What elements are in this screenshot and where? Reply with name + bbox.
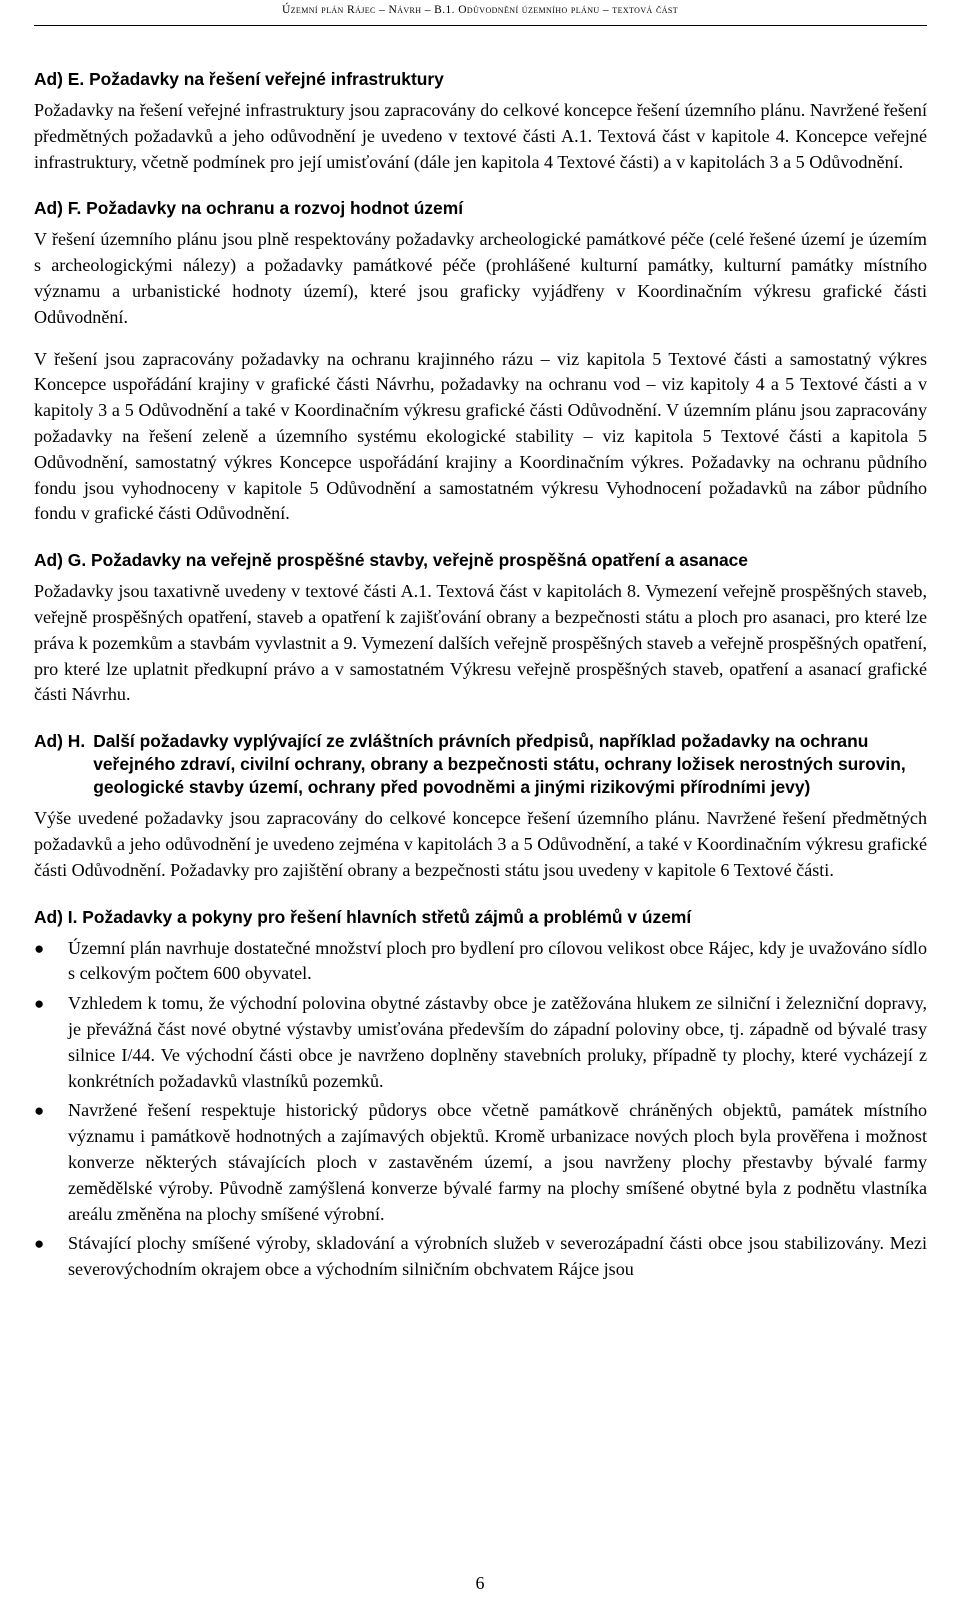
bullet-icon: ● [34,1234,45,1254]
section-e-heading: Ad) E. Požadavky na řešení veřejné infrastruktury [34,69,444,89]
list-item: ● Územní plán navrhuje dostatečné množství ploch pro bydlení pro cílovou velikost obce Rájec, kdy je uvažováno sídlo s celkovým počtem 600 obyvatel. [34,937,927,984]
section-i-bullet-list [34,936,927,1283]
section-h-heading [34,730,927,799]
section-f-paragraph-1: V řešení územního plánu jsou plně respektovány požadavky archeologické památkové péče (celé řešené území je územím s archeologickými nálezy) a požadavky památkové péče (prohlášené kulturní památky, kulturní památky místního významu a urbanistické hodnoty území), které jsou graficky vyjádřeny v Koordinačním výkresu grafické části Odůvodnění. [34,229,927,327]
page-content [34,68,927,1287]
bullet-icon: ● [34,1101,45,1121]
header-divider [34,25,927,26]
bullet-icon: ● [34,938,45,958]
section-f-paragraph-2: V řešení jsou zapracovány požadavky na ochranu krajinného rázu – viz kapitola 5 Textové části a samostatný výkres Koncepce uspořádání krajiny v grafické části Návrhu, požadavky na ochranu vod – viz kapitoly 4 a 5 Textové části a v kapitoly 3 a 5 Odůvodnění a také v Koordinačním výkresu grafické části Odůvodnění. V územním plánu jsou zapracovány požadavky na řešení zeleně a územního systému ekologické stability – viz kapitola 5 Textové části a kapitola 5 Odůvodnění, samostatný výkres Koncepce uspořádání krajiny a Koordinačním výkres. Požadavky na ochranu půdního fondu jsou vyhodnoceny v kapitole 5 Odůvodnění a samostatném výkresu Vyhodnocení požadavků na zábor půdního fondu v grafické části Odůvodnění. [34,348,927,524]
page-number: 6 [475,1573,485,1593]
bullet-icon: ● [34,994,45,1014]
running-header: Územní plán Rájec – Návrh – B.1. Odůvodnění územního plánu – textová část [281,4,679,16]
section-h-title: Další požadavky vyplývající ze zvláštních právních předpisů, například požadavky na ochranu veřejného zdraví, civilní ochrany, obrany a bezpečnosti státu, ochrany ložisek nerostných surovin, geologické stavby území, ochrany před povodněmi a jinými rizikovými přírodními jevy) [93,731,906,798]
section-g-paragraph: Požadavky jsou taxativně uvedeny v textové části A.1. Textová část v kapitolách 8. Vymezení veřejně prospěšných staveb, veřejně prospěšných opatření, staveb a opatření k zajišťování obrany a bezpečnosti státu a ploch pro asanaci, pro které lze práva k pozemkům a stavbám vyvlastnit a 9. Vymezení dalších veřejně prospěšných staveb a veřejně prospěšných opatření, pro které lze uplatnit předkupní právo a v samostatném Výkresu veřejně prospěšných staveb, opatření a asanací grafické části Návrhu. [34,581,927,705]
list-item: ● Stávající plochy smíšené výroby, skladování a výrobních služeb v severozápadní části obce jsou stabilizovány. Mezi severovýchodním okrajem obce a východním silničním obchvatem Rájce jsou [34,1233,927,1280]
section-h-paragraph: Výše uvedené požadavky jsou zapracovány do celkové koncepce řešení územního plánu. Navržené řešení předmětných požadavků a jeho odůvodnění je uvedeno zejména v kapitolách 3 a 5 Odůvodnění, a také v Koordinačním výkresu grafické části Odůvodnění. Požadavky pro zajištění obrany a bezpečnosti státu jsou uvedeny v kapitole 6 Textové části. [34,808,927,880]
section-h-label: Ad) H. [34,731,86,752]
section-e-paragraph: Požadavky na řešení veřejné infrastruktury jsou zapracovány do celkové koncepce řešení územního plánu. Navržené řešení předmětných požadavků a jeho odůvodnění je uvedeno v textové části A.1. Textová část v kapitole 4. Koncepce veřejné infrastruktury, včetně podmínek pro její umisťování (dále jen kapitola 4 Textové části) a v kapitolách 3 a 5 Odůvodnění. [34,100,927,172]
section-i-heading: Ad) I. Požadavky a pokyny pro řešení hlavních střetů zájmů a problémů v území [34,906,692,927]
section-g-heading: Ad) G. Požadavky na veřejně prospěšné stavby, veřejně prospěšná opatření a asanace [34,550,748,571]
list-item: ● Vzhledem k tomu, že východní polovina obytné zástavby obce je zatěžována hlukem ze silniční i železniční dopravy, je převážná část nové obytné výstavby umisťována především do západní poloviny obce, tj. západně od bývalé trasy silnice I/44. Ve východní části obce je navrženo doplněny stavebních proluky, případně ty plochy, které vycházejí z konkrétních požadavků vlastníků pozemků. [34,993,927,1091]
list-item: ● Navržené řešení respektuje historický půdorys obce včetně památkově chráněných objektů, památek místního významu i památkově hodnotných a zajímavých objektů. Kromě urbanizace nových ploch byla prověřena i možnost konverze některých stávajících ploch v zastavěném území, a jsou navrženy plochy přestavby bývalé farmy zemědělské výroby. Původně zamýšlená konverze bývalé farmy na plochy smíšené obytné byla z podnětu vlastníka areálu změněna na plochy smíšené výrobní. [34,1100,927,1224]
section-f-heading: Ad) F. Požadavky na ochranu a rozvoj hodnot území [34,198,464,219]
